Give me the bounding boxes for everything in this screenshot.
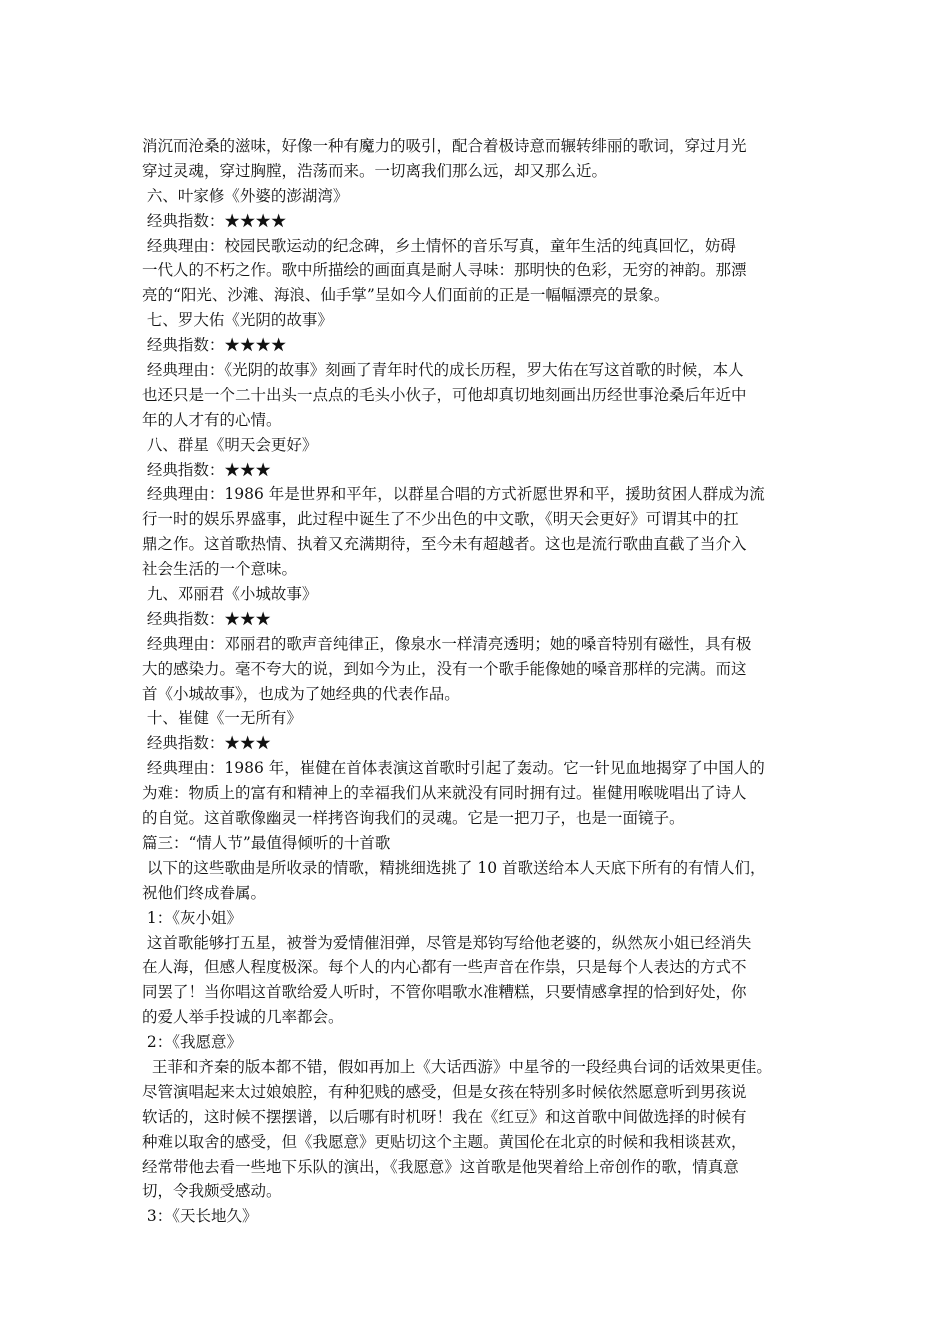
text-line: 经典指数：★★★ [142, 734, 271, 753]
text-line: 这首歌能够打五星，被誉为爱情催泪弹，尽管是郑钧写给他老婆的，纵然灰小姐已经消失 [142, 933, 752, 952]
text-line: 一代人的不朽之作。歌中所描绘的画面真是耐人寻味：那明快的色彩，无穷的神韵。那漂 [142, 261, 747, 280]
text-line: 鼎之作。这首歌热情、执着又充满期待，至今未有超越者。这也是流行歌曲直截了当介入 [142, 535, 747, 554]
text-line: 大的感染力。毫不夸大的说，到如今为止，没有一个歌手能像她的嗓音那样的完满。而这 [142, 659, 747, 678]
text-line: 穿过灵魂，穿过胸膛，浩荡而来。一切离我们那么远，却又那么近。 [142, 161, 608, 180]
text-line: 也还只是一个二十出头一点点的毛头小伙子，可他却真切地刻画出历经世事沧桑后年近中 [142, 385, 747, 404]
text-line: 社会生活的一个意味。 [142, 560, 298, 579]
text-line: 1：《灰小姐》 [142, 908, 243, 927]
text-line: 经典理由：《光阴的故事》刻画了青年时代的成长历程，罗大佑在写这首歌的时候，本人 [142, 361, 744, 380]
text-line: 十、崔健《一无所有》 [142, 709, 302, 728]
text-line: 经典指数：★★★★ [142, 336, 287, 355]
text-line: 经典理由：邓丽君的歌声音纯律正，像泉水一样清亮透明；她的嗓音特别有磁性，具有极 [142, 634, 752, 653]
text-line: 经典指数：★★★★ [142, 211, 287, 230]
text-line: 同罢了！当你唱这首歌给爱人听时，不管你唱歌水准糟糕，只要情感拿捏的恰到好处，你 [142, 983, 747, 1002]
text-line: 切，令我颇受感动。 [142, 1182, 282, 1201]
text-line: 经典指数：★★★ [142, 609, 271, 628]
text-line: 年的人才有的心情。 [142, 410, 282, 429]
text-line: 消沉而沧桑的滋味，好像一种有魔力的吸引，配合着极诗意而辗转绯丽的歌词，穿过月光 [142, 137, 747, 155]
text-line: 以下的这些歌曲是所收录的情歌，精挑细选挑了 10 首歌送给本人天底下所有的有情人们， [142, 858, 766, 877]
document-body [142, 134, 812, 1229]
text-line: 首《小城故事》，也成为了她经典的代表作品。 [142, 684, 460, 703]
text-line: 八、群星《明天会更好》 [142, 435, 318, 454]
text-line: 软话的，这时候不摆摆谱，以后哪有时机呀！我在《红豆》和这首歌中间做选择的时候有 [142, 1107, 747, 1126]
text-line: 行一时的娱乐界盛事，此过程中诞生了不少出色的中文歌，《明天会更好》可谓其中的扛 [142, 510, 739, 529]
text-line: 经典理由：1986 年，崔健在首体表演这首歌时引起了轰动。它一针见血地揭穿了中国人的 [142, 759, 765, 778]
text-line: 的自觉。这首歌像幽灵一样拷咨询我们的灵魂。它是一把刀子，也是一面镜子。 [142, 809, 685, 828]
text-line: 为难：物质上的富有和精神上的幸福我们从来就没有同时拥有过。崔健用喉咙唱出了诗人 [142, 784, 747, 803]
text-line: 2：《我愿意》 [142, 1033, 243, 1052]
text-line: 种难以取舍的感受，但《我愿意》更贴切这个主题。黄国伦在北京的时候和我相谈甚欢， [142, 1132, 747, 1151]
text-line: 3：《天长地久》 [142, 1207, 258, 1226]
text-line: 经常带他去看一些地下乐队的演出，《我愿意》这首歌是他哭着给上帝创作的歌，情真意 [142, 1157, 739, 1176]
text-line: 祝他们终成眷属。 [142, 883, 267, 902]
text-line: 亮的“阳光、沙滩、海浪、仙手掌”呈如今人们面前的正是一幅幅漂亮的景象。 [142, 286, 670, 305]
text-line: 七、罗大佑《光阴的故事》 [142, 311, 333, 330]
text-line: 王菲和齐秦的版本都不错，假如再加上《大话西游》中星爷的一段经典台词的话效果更佳。 [142, 1057, 772, 1076]
text-line: 九、邓丽君《小城故事》 [142, 585, 318, 604]
text-line: 经典理由：校园民歌运动的纪念碑，乡土情怀的音乐写真，童年生活的纯真回忆，妨碍 [142, 236, 736, 255]
text-line: 篇三：“情人节”最值得倾听的十首歌 [142, 833, 391, 852]
text-line: 的爱人举手投诚的几率都会。 [142, 1008, 344, 1027]
text-line: 尽管演唱起来太过娘娘腔，有种犯贱的感受，但是女孩在特别多时候依然愿意听到男孩说 [142, 1082, 747, 1101]
text-line: 在人海，但感人程度极深。每个人的内心都有一些声音在作祟，只是每个人表达的方式不 [142, 958, 747, 977]
text-line: 经典指数：★★★ [142, 460, 271, 479]
text-line: 六、叶家修《外婆的澎湖湾》 [142, 186, 349, 205]
text-line: 经典理由：1986 年是世界和平年，以群星合唱的方式祈愿世界和平，援助贫困人群成为流 [142, 485, 765, 504]
